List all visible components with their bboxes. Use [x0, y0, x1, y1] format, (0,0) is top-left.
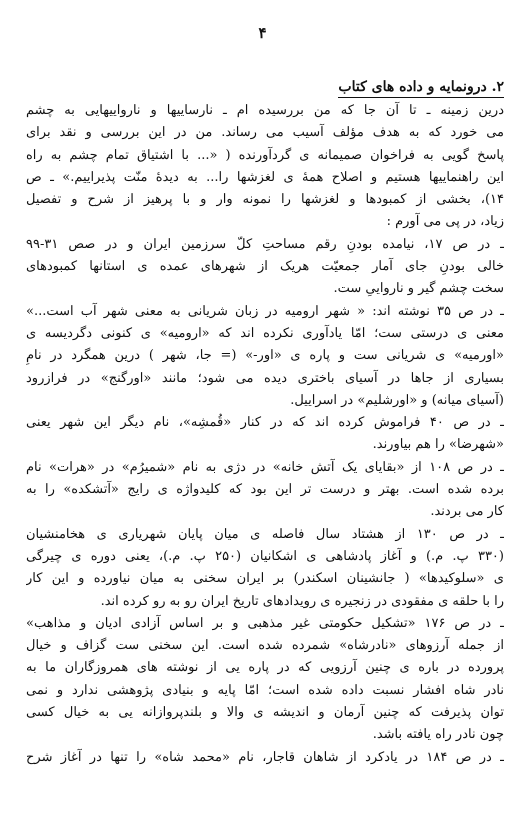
text-line: برده شده است. بهتر و درست تر این بود که کلیدواژه ی رایج «آتشکده» را به	[26, 482, 504, 498]
page-number: ۴	[258, 24, 267, 42]
text-line: بسیاری از جاها در آسیای باختری دیده می شود؛ مانند «اورگنج» در فرازرود	[26, 370, 504, 386]
text-line: ـ در ص ۱۸۴ در یادکرد از شاهان قاجار، نام «محمد شاه» را تنها در آغاز شرح	[26, 749, 504, 765]
text-line: می خورد که به هدف مؤلف آسیب می رساند. من در این بررسی و نقد برای	[26, 125, 504, 141]
text-line: ـ در ص ۴۰ فراموش کرده اند که در کنار «قُمشِه»، نام دیگر این شهر یعنی	[26, 415, 504, 431]
text-line: «اورمیه» ی شریانی ست و پاره ی «اور-» (= جا، شهر ) درین همگرد در نامِ	[26, 348, 504, 364]
text-line: معنی ی درستی ست؛ امّا یادآوری نکرده اند که «ارومیه» ی کنونی دگردیسه ی	[26, 325, 504, 341]
text-line: خالی بودنِ جای آمار جمعیّت هریک از شهرهای عمده ی استانها کمبودهای	[26, 259, 504, 275]
text-line: ـ در ص ۱۰۸ از «بقایای یک آتش خانه» در دژی به نام «شمیرُم» در «هرات» نام	[26, 459, 504, 475]
text-line: ـ در ص ۱۷۶ «تشکیل حکومتی غیر مذهبی و بر اساس آزادی ادیان و مذاهب»	[26, 615, 504, 631]
text-line: این راهنماییها هستیم و اصلاح همهٔ ی لغزشها را... به دیدهٔ منّت پذیراییم.» ـ ص	[26, 169, 504, 185]
text-line: پاسخ گویی به فراخوان صمیمانه ی گردآورنده ( «... با اشتیاق تمام چشم به راه	[26, 147, 504, 163]
text-line: ـ در ص ۱۳۰ از هشتاد سال فاصله ی میان پایان شهریاری ی هخامنشیان	[26, 526, 504, 542]
text-line: ی «سلوکیدها» ( جانشینان اسکندر) بر ایران سخنی به میان نیاورده و این کار	[26, 571, 504, 587]
text-line: زیاد، در پی می آورم :	[386, 214, 504, 230]
body-text	[26, 100, 504, 769]
text-line: از جمله آرزوهای «نادرشاه» شمرده شده است. این سخنی ست گزاف و خیال	[26, 638, 504, 654]
text-line: ۱۴)، بخشی از کمبودها و لغزشها را نمونه وار و با پرهیز از شرح و تفصیل	[26, 192, 504, 208]
text-line: سخت چشم گیر و نارواییِ ست.	[333, 281, 504, 297]
text-line: چون نادر راه یافته باشد.	[372, 727, 504, 743]
text-line: ـ در ص ۱۷، نیامده بودنِ رقم مساحتِ کلّ سرزمین ایران و در صص ۳۱-۹۹	[26, 236, 504, 252]
text-line: پرورده در باره ی چنین آرزویی که در پاره یی از نوشته های همروزگاران ما به	[26, 660, 504, 676]
section-title: ۲. درونمایه و داده های کتاب	[338, 79, 504, 98]
text-line: توان پذیرفت که چنین آرمان و اندیشه ی والا و بلندپروازانه یی به خیال کسی	[26, 705, 504, 721]
text-line: را با حلقه ی مفقودی در زنجیره ی رویدادهای تاریخ ایران رو به رو کرده اند.	[100, 593, 504, 609]
page-content	[26, 76, 504, 769]
text-line: نادر شاه افشار نسبت داده شده است؛ امّا پایه و بنیادی پژوهشی ندارد و نمی	[26, 682, 504, 698]
text-line: (آسیای میانه) و «اورشلیم» در اسراییل.	[290, 392, 504, 408]
text-line: درین زمینه ـ تا آن جا که من بررسیده ام ـ نارساییها و نارواییهایی به چشم	[26, 103, 504, 118]
text-line: (۳۳۰ پ. م.) و آغاز پادشاهی ی اشکانیان (۲۵۰ پ. م.)، یعنی دوره ی چیرگی	[26, 548, 504, 564]
text-line: کار می بردند.	[430, 504, 504, 520]
text-line: ـ در ص ۳۵ نوشته اند: « شهر ارومیه در زبان شریانی به معنی شهر آب است...»	[26, 303, 504, 319]
text-line: «شهرضا» را هم بیاورند.	[372, 437, 504, 453]
section-heading-row	[26, 76, 504, 100]
